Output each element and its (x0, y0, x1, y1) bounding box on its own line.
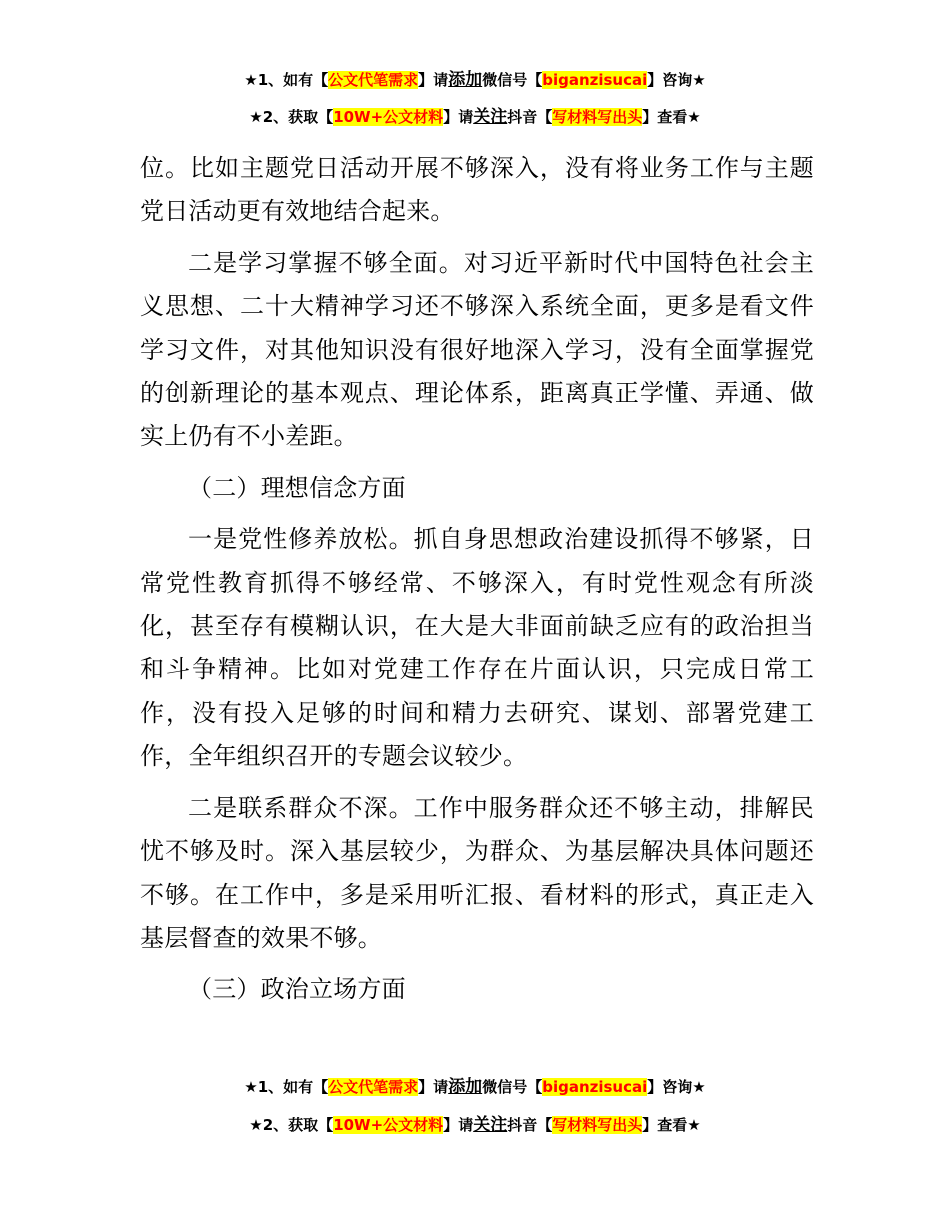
banner-underlined-word: 关注 (473, 107, 508, 127)
banner-text: 】请 (443, 1116, 474, 1134)
promo-banner-bottom-line-2 (0, 1114, 950, 1136)
paragraph-masses: 二是联系群众不深。工作中服务群众还不够主动，排解民忧不够及时。深入基层较少，为群众、为基层解决具体问题还不够。在工作中，多是采用听汇报、看材料的形式，真正走入基层督查的效果不够。 (140, 793, 814, 952)
banner-text: 】查看★ (642, 108, 701, 126)
banner-text: 】咨询★ (647, 71, 706, 89)
banner-highlight-wechat-id: biganzisucai (542, 71, 648, 89)
section-heading-political-stance: （三）政治立场方面 (188, 975, 406, 1004)
banner-highlight-wechat-id: biganzisucai (542, 1078, 648, 1096)
promo-banner-top-line-2 (0, 106, 950, 128)
banner-underlined-word: 关注 (473, 1115, 508, 1135)
banner-highlight-douyin-account: 写材料写出头 (552, 108, 643, 126)
paragraph-study: 二是学习掌握不够全面。对习近平新时代中国特色社会主义思想、二十大精神学习还不够深入系统全面，更多是看文件学习文件，对其他知识没有很好地深入学习，没有全面掌握党的创新理论的基本观点、理论体系，距离真正学懂、弄通、做实上仍有不小差距。 (140, 248, 814, 451)
banner-text: 】请 (418, 71, 449, 89)
banner-underlined-word: 添加 (448, 1077, 483, 1097)
banner-text: ★2、获取【 (249, 1116, 334, 1134)
paragraph-party-spirit: 一是党性修养放松。抓自身思想政治建设抓得不够紧，日常党性教育抓得不够经常、不够深入，有时党性观念有所淡化，甚至存有模糊认识，在大是大非面前缺乏应有的政治担当和斗争精神。比如对党建工作存在片面认识，只完成日常工作，没有投入足够的时间和精力去研究、谋划、部署党建工作，全年组织召开的专题会议较少。 (140, 525, 814, 771)
banner-text: 】查看★ (642, 1116, 701, 1134)
banner-text: 】咨询★ (647, 1078, 706, 1096)
banner-highlight-service: 公文代笔需求 (328, 1078, 419, 1096)
banner-text: ★2、获取【 (249, 108, 334, 126)
banner-text: 】请 (443, 108, 474, 126)
banner-text: ★1、如有【 (244, 71, 329, 89)
banner-highlight-materials: 10W+公文材料 (333, 1116, 444, 1134)
promo-banner-top-line-1 (0, 69, 950, 91)
banner-text: 抖音【 (507, 108, 553, 126)
section-heading-ideals: （二）理想信念方面 (188, 473, 406, 502)
paragraph-continuation: 位。比如主题党日活动开展不够深入，没有将业务工作与主题党日活动更有效地结合起来。 (140, 154, 814, 226)
banner-text: 抖音【 (507, 1116, 553, 1134)
banner-text: 微信号【 (482, 1078, 543, 1096)
banner-highlight-douyin-account: 写材料写出头 (552, 1116, 643, 1134)
banner-underlined-word: 添加 (448, 70, 483, 90)
banner-text: 微信号【 (482, 71, 543, 89)
banner-highlight-materials: 10W+公文材料 (333, 108, 444, 126)
banner-text: 】请 (418, 1078, 449, 1096)
banner-text: ★1、如有【 (244, 1078, 329, 1096)
banner-highlight-service: 公文代笔需求 (328, 71, 419, 89)
document-body (140, 147, 814, 1020)
promo-banner-bottom-line-1 (0, 1076, 950, 1098)
